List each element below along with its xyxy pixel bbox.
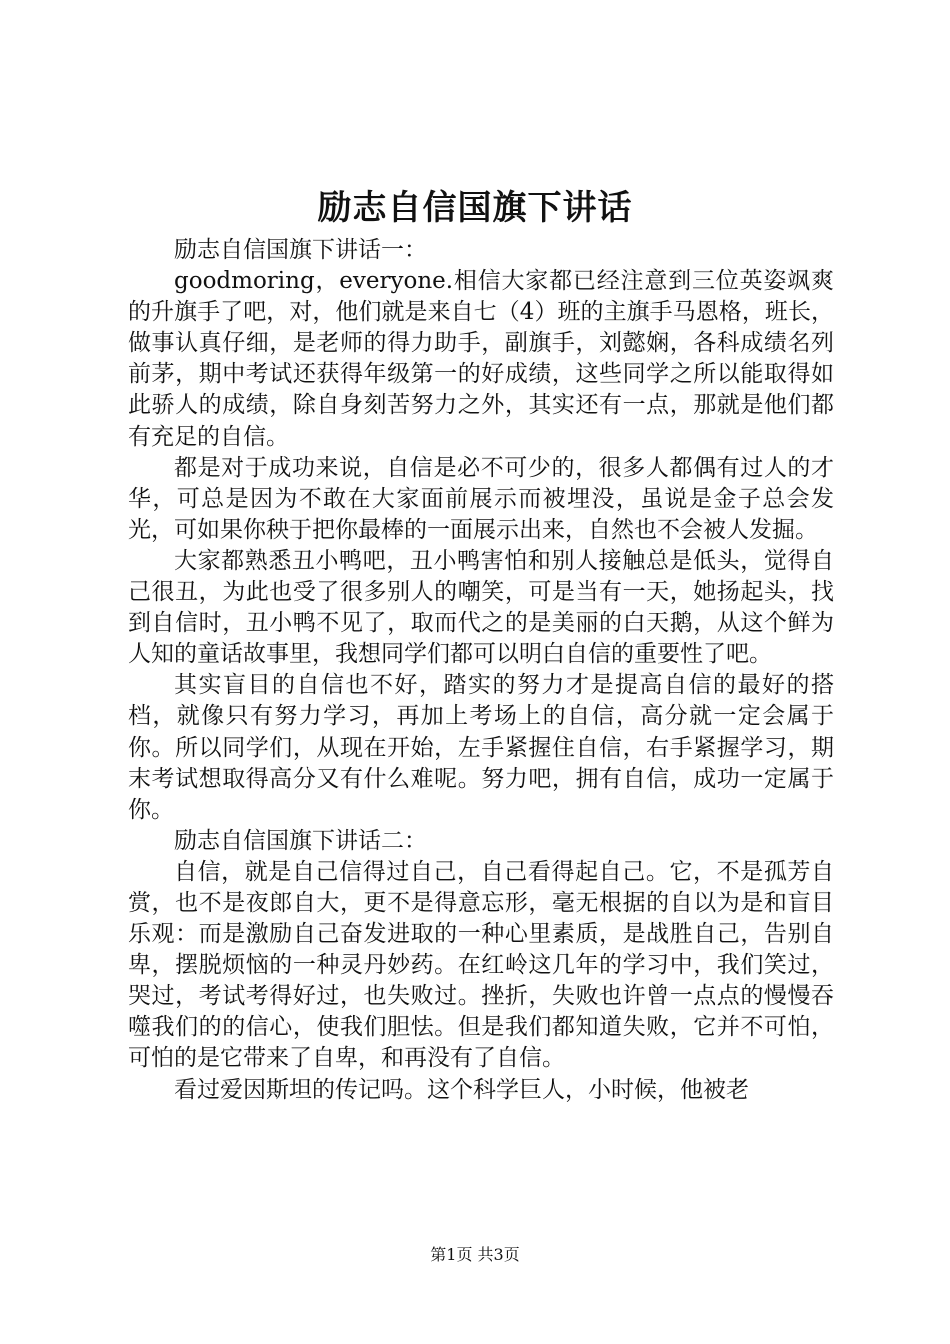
paragraph: 都是对于成功来说，自信是必不可少的，很多人都偶有过人的才华，可总是因为不敢在大家面前展示而被埋没，虽说是金子总会发光，可如果你秧于把你最棒的一面展示出来，自然也不会被人发掘。 — [128, 454, 834, 543]
paragraph: goodmoring，everyone.相信大家都已经注意到三位英姿飒爽的升旗手了吧，对，他们就是来自七（4）班的主旗手马恩格，班长，做事认真仔细，是老师的得力助手，副旗手，刘懿娴，各科成绩名列前茅，期中考试还获得年级第一的好成绩，这些同学之所以能取得如此骄人的成绩，除自身刻苦努力之外，其实还有一点，那就是他们都有充足的自信。 — [128, 268, 834, 450]
document-title: 励志自信国旗下讲话 — [317, 188, 633, 228]
page-number-footer: 第1页 共3页 — [430, 1245, 520, 1264]
paragraph-heading-2: 励志自信国旗下讲话二： — [174, 827, 427, 854]
paragraph: 其实盲目的自信也不好，踏实的努力才是提高自信的最好的搭档，就像只有努力学习，再加上考场上的自信，高分就一定会属于你。所以同学们，从现在开始，左手紧握住自信，右手紧握学习，期末考试想取得高分又有什么难呢。努力吧，拥有自信，成功一定属于你。 — [128, 672, 834, 823]
paragraph: 大家都熟悉丑小鸭吧，丑小鸭害怕和别人接触总是低头，觉得自己很丑，为此也受了很多别人的嘲笑，可是当有一天，她扬起头，找到自信时，丑小鸭不见了，取而代之的是美丽的白天鹅，从这个鲜为人知的童话故事里，我想同学们都可以明白自信的重要性了吧。 — [128, 547, 834, 668]
paragraph: 看过爱因斯坦的传记吗。这个科学巨人，小时候，他被老 — [174, 1076, 749, 1103]
paragraph: 自信，就是自己信得过自己，自己看得起自己。它，不是孤芳自赏，也不是夜郎自大，更不是得意忘形，毫无根据的自以为是和盲目乐观：而是激励自己奋发进取的一种心里素质，是战胜自己，告别自卑，摆脱烦恼的一种灵丹妙药。在红岭这几年的学习中，我们笑过，哭过，考试考得好过，也失败过。挫折，失败也许曾一点点的慢慢吞噬我们的的信心，使我们胆怯。但是我们都知道失败，它并不可怕，可怕的是它带来了自卑，和再没有了自信。 — [128, 858, 834, 1072]
document-body — [128, 235, 834, 1106]
paragraph-heading-1: 励志自信国旗下讲话一： — [174, 237, 427, 263]
